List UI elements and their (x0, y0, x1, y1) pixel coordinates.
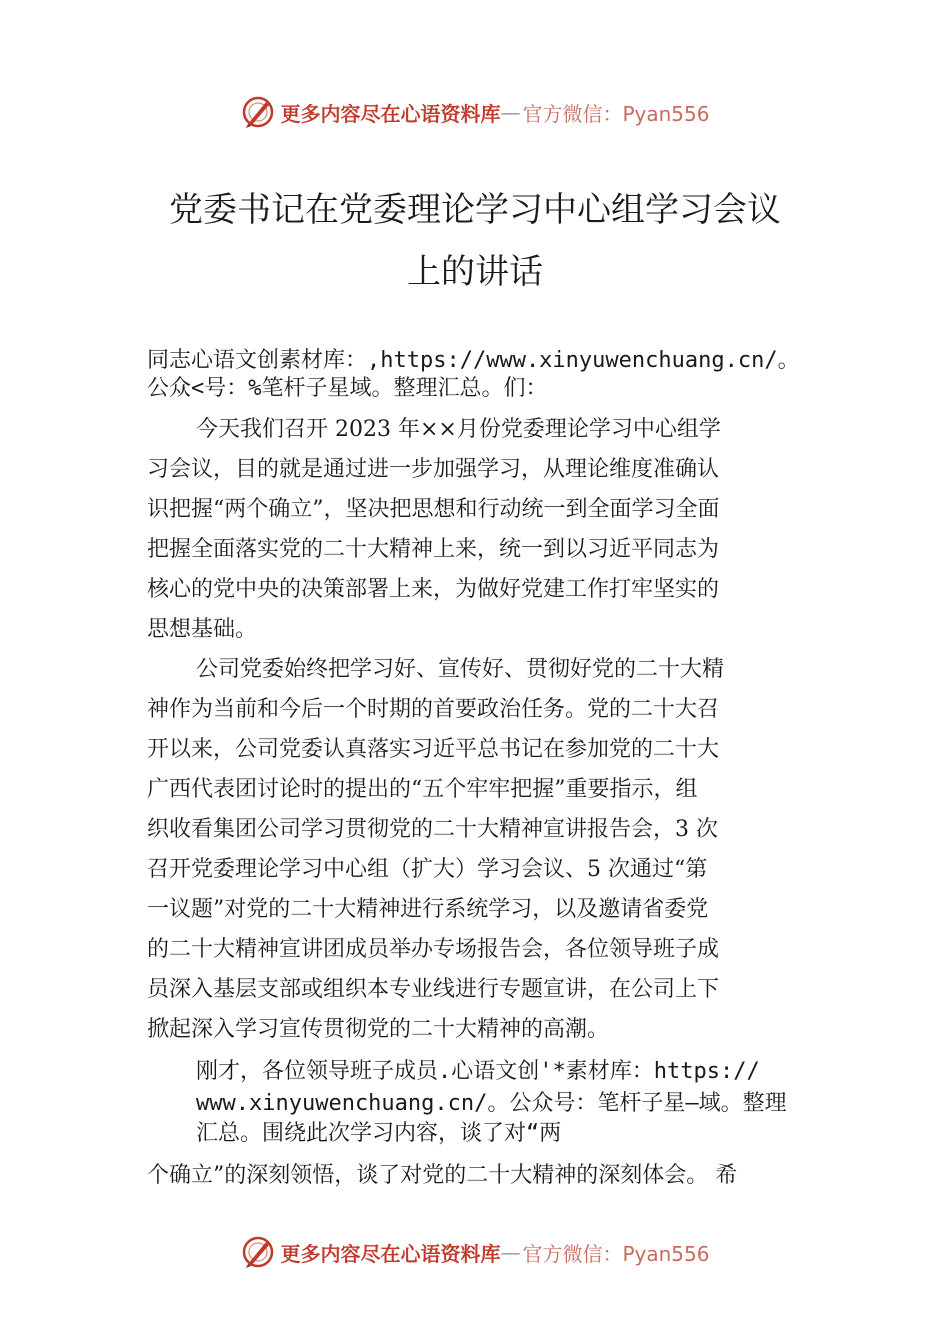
watermark-banner-top (0, 92, 950, 132)
paragraph-1-line: 今天我们召开 2023 年××月份党委理论学习中心组学 (196, 417, 721, 442)
paragraph-1-line: 识把握“两个确立”，坚决把思想和行动统一到全面学习全面 (147, 497, 720, 522)
pen-circle-logo-icon (240, 1234, 276, 1270)
paragraph-2-line: 神作为当前和今后一个时期的首要政治任务。党的二十大召 (147, 697, 720, 722)
watermark-separator: — (500, 100, 523, 124)
watermark-separator: — (500, 1240, 523, 1264)
paragraph-3-line: www.xinyuwenchuang.cn/。公众号：笔杆子星—域。整理 (196, 1091, 787, 1116)
paragraph-2-line: 广西代表团讨论时的提出的“五个牢牢把握”重要指示，组 (147, 777, 698, 802)
paragraph-1-line: 把握全面落实党的二十大精神上来，统一到以习近平同志为 (147, 537, 720, 562)
paragraph-3-tail-line: 个确立”的深刻领悟，谈了对党的二十大精神的深刻体会。 希 (147, 1163, 738, 1188)
document-title-line-1: 党委书记在党委理论学习中心组学习会议 (169, 190, 781, 230)
watermark-banner-bottom (0, 1232, 950, 1272)
watermark-wechat-text: 官方微信：Pyan556 (522, 1241, 710, 1266)
paragraph-2-line: 掀起深入学习宣传贯彻党的二十大精神的高潮。 (147, 1017, 610, 1042)
paragraph-2-line: 织收看集团公司学习贯彻党的二十大精神宣讲报告会，3 次 (147, 817, 718, 842)
watermark-wechat-text: 官方微信：Pyan556 (522, 101, 710, 126)
paragraph-2-line: 的二十大精神宣讲团成员举办专场报告会，各位领导班子成 (147, 937, 720, 962)
intro-line-2: 公众<号：%笔杆子星域。整理汇总。们： (147, 376, 548, 401)
paragraph-2-line: 一议题”对党的二十大精神进行系统学习，以及邀请省委党 (147, 897, 709, 922)
paragraph-3-line: 汇总。围绕此次学习内容，谈了对“两 (196, 1121, 562, 1146)
paragraph-2-line: 召开党委理论学习中心组（扩大）学习会议、5 次通过“第 (147, 857, 708, 882)
paragraph-2-line: 公司党委始终把学习好、宣传好、贯彻好党的二十大精 (196, 657, 725, 682)
paragraph-1-line: 核心的党中央的决策部署上来，为做好党建工作打牢坚实的 (147, 577, 720, 602)
watermark-brand-text: 更多内容尽在心语资料库 (280, 1241, 501, 1266)
watermark-brand-text: 更多内容尽在心语资料库 (280, 101, 501, 126)
paragraph-2-line: 员深入基层支部或组织本专业线进行专题宣讲，在公司上下 (147, 977, 720, 1002)
paragraph-1-line: 思想基础。 (147, 617, 258, 642)
intro-line-1: 同志心语文创素材库：,https://www.xinyuwenchuang.cn/。 (147, 348, 800, 373)
document-title-line-2: 上的讲话 (407, 252, 543, 292)
paragraph-2-line: 开以来，公司党委认真落实习近平总书记在参加党的二十大 (147, 737, 720, 762)
pen-circle-logo-icon (240, 94, 276, 130)
paragraph-1-line: 习会议，目的就是通过进一步加强学习，从理论维度准确认 (147, 457, 720, 482)
paragraph-3-line: 刚才，各位领导班子成员.心语文创'*素材库：https:// (196, 1059, 760, 1084)
